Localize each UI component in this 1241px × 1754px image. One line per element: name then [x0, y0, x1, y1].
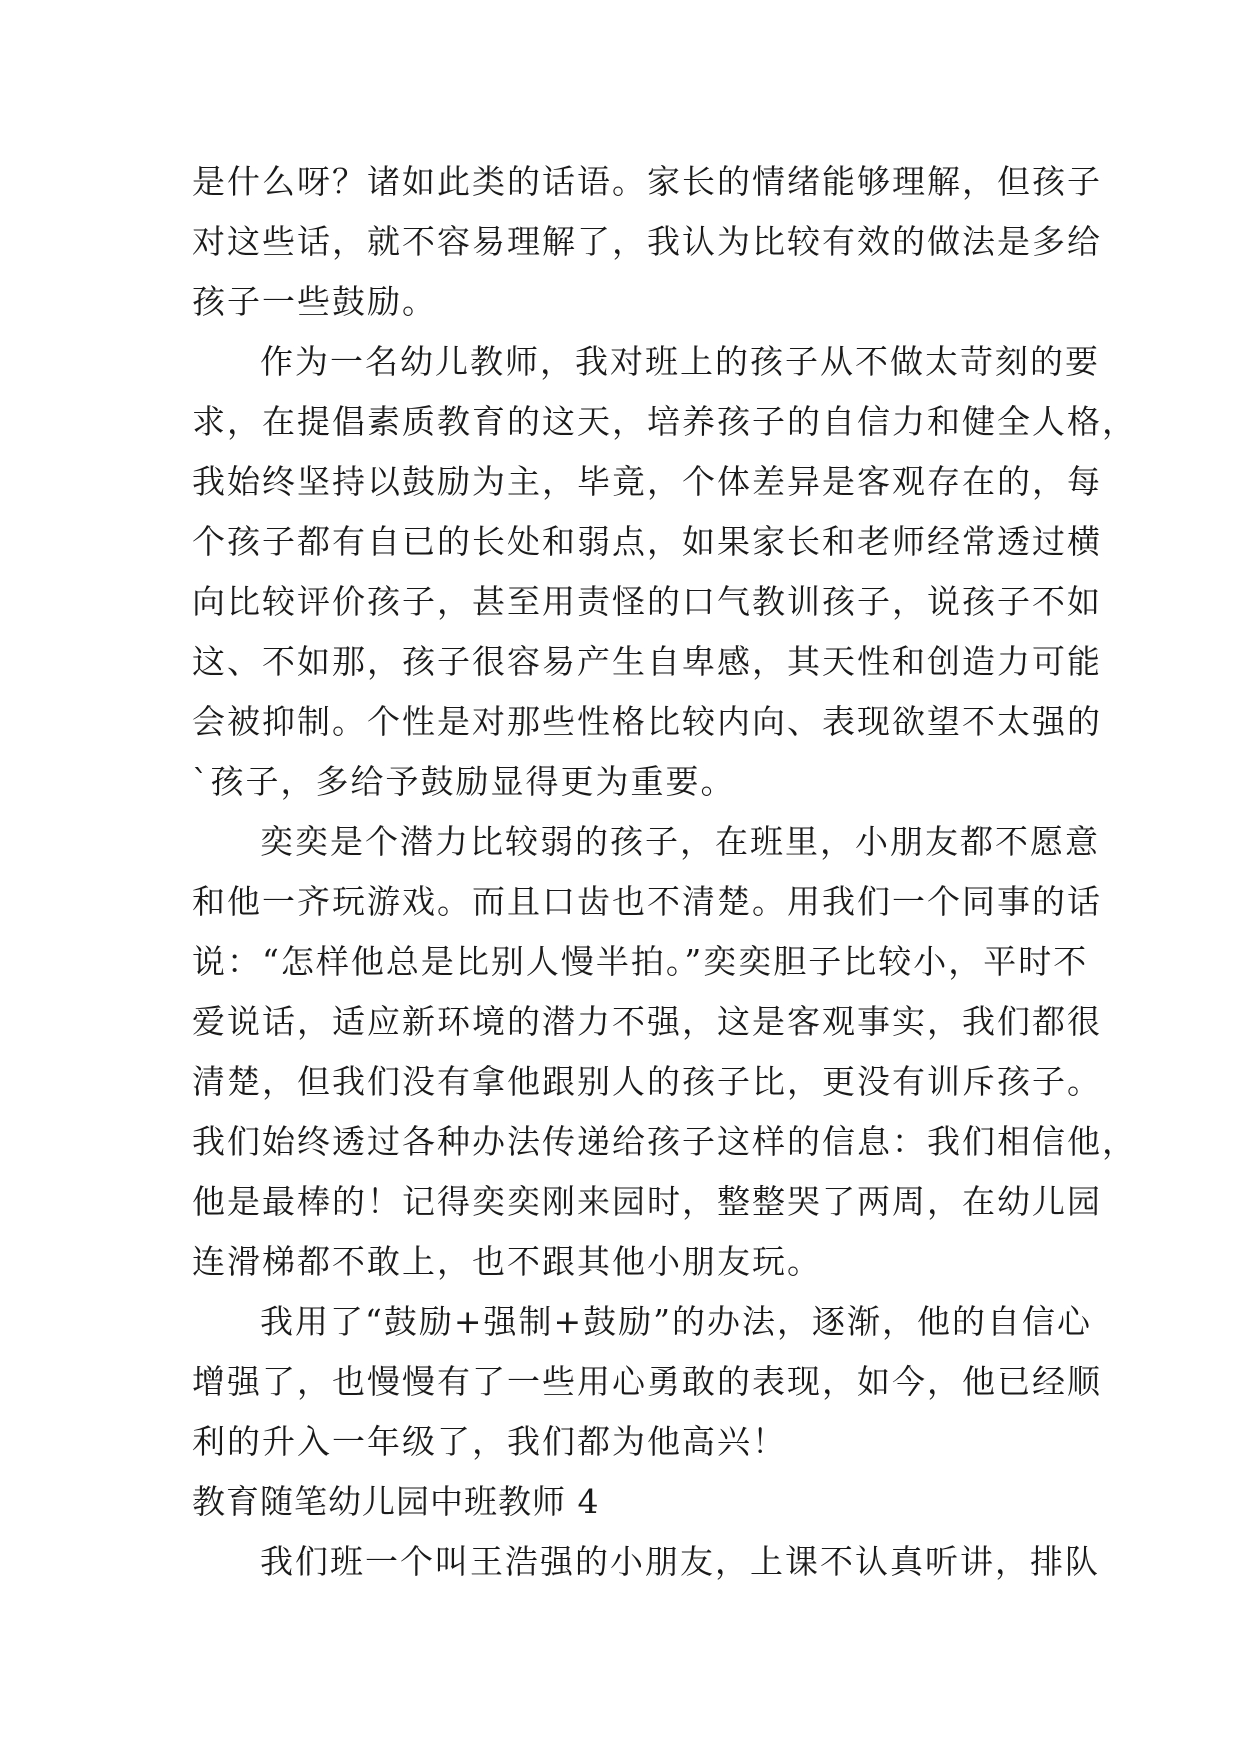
text-line: 他是最棒的！记得奕奕刚来园时，整整哭了两周，在幼儿园 [192, 1182, 1102, 1221]
text-line: 说：“怎样他总是比别人慢半拍。”奕奕胆子比较小，平时不 [192, 942, 1089, 981]
section-heading: 教育随笔幼儿园中班教师 4 [192, 1482, 600, 1521]
text-line: 连滑梯都不敢上，也不跟其他小朋友玩。 [192, 1242, 822, 1281]
paragraph [192, 332, 1137, 812]
text-line: 我们班一个叫王浩强的小朋友，上课不认真听讲，排队 [260, 1542, 1100, 1581]
text-line: 个孩子都有自已的长处和弱点，如果家长和老师经常透过横 [192, 522, 1102, 561]
paragraph [192, 1532, 1100, 1592]
text-line: `孩子，多给予鼓励显得更为重要。 [192, 762, 736, 801]
text-line: 增强了，也慢慢有了一些用心勇敢的表现，如今，他已经顺 [192, 1362, 1102, 1401]
text-line: 爱说话，适应新环境的潜力不强，这是客观事实，我们都很 [192, 1002, 1102, 1041]
text-line: 是什么呀？诸如此类的话语。家长的情绪能够理解，但孩子 [192, 162, 1102, 201]
paragraph [192, 1292, 1102, 1472]
text-line: 和他一齐玩游戏。而且口齿也不清楚。用我们一个同事的话 [192, 882, 1102, 921]
text-line: 会被抑制。个性是对那些性格比较内向、表现欲望不太强的 [192, 702, 1102, 741]
paragraph [192, 152, 1102, 332]
text-line: 奕奕是个潜力比较弱的孩子，在班里，小朋友都不愿意 [260, 822, 1100, 861]
text-line: 我始终坚持以鼓励为主，毕竟，个体差异是客观存在的，每 [192, 462, 1102, 501]
text-line: 作为一名幼儿教师，我对班上的孩子从不做太苛刻的要 [260, 342, 1100, 381]
text-line: 我们始终透过各种办法传递给孩子这样的信息：我们相信他， [192, 1122, 1137, 1161]
text-line: 这、不如那，孩子很容易产生自卑感，其天性和创造力可能 [192, 642, 1102, 681]
text-line: 求，在提倡素质教育的这天，培养孩子的自信力和健全人格， [192, 402, 1137, 441]
paragraph [192, 812, 1137, 1292]
text-line: 利的升入一年级了，我们都为他高兴！ [192, 1422, 787, 1461]
text-line: 清楚，但我们没有拿他跟别人的孩子比，更没有训斥孩子。 [192, 1062, 1102, 1101]
document-body [192, 152, 1137, 1592]
text-line: 对这些话，就不容易理解了，我认为比较有效的做法是多给 [192, 222, 1102, 261]
text-line: 向比较评价孩子，甚至用责怪的口气教训孩子，说孩子不如 [192, 582, 1102, 621]
text-line: 我用了“鼓励+强制+鼓励”的办法，逐渐，他的自信心 [260, 1302, 1093, 1341]
text-line: 孩子一些鼓励。 [192, 282, 437, 321]
